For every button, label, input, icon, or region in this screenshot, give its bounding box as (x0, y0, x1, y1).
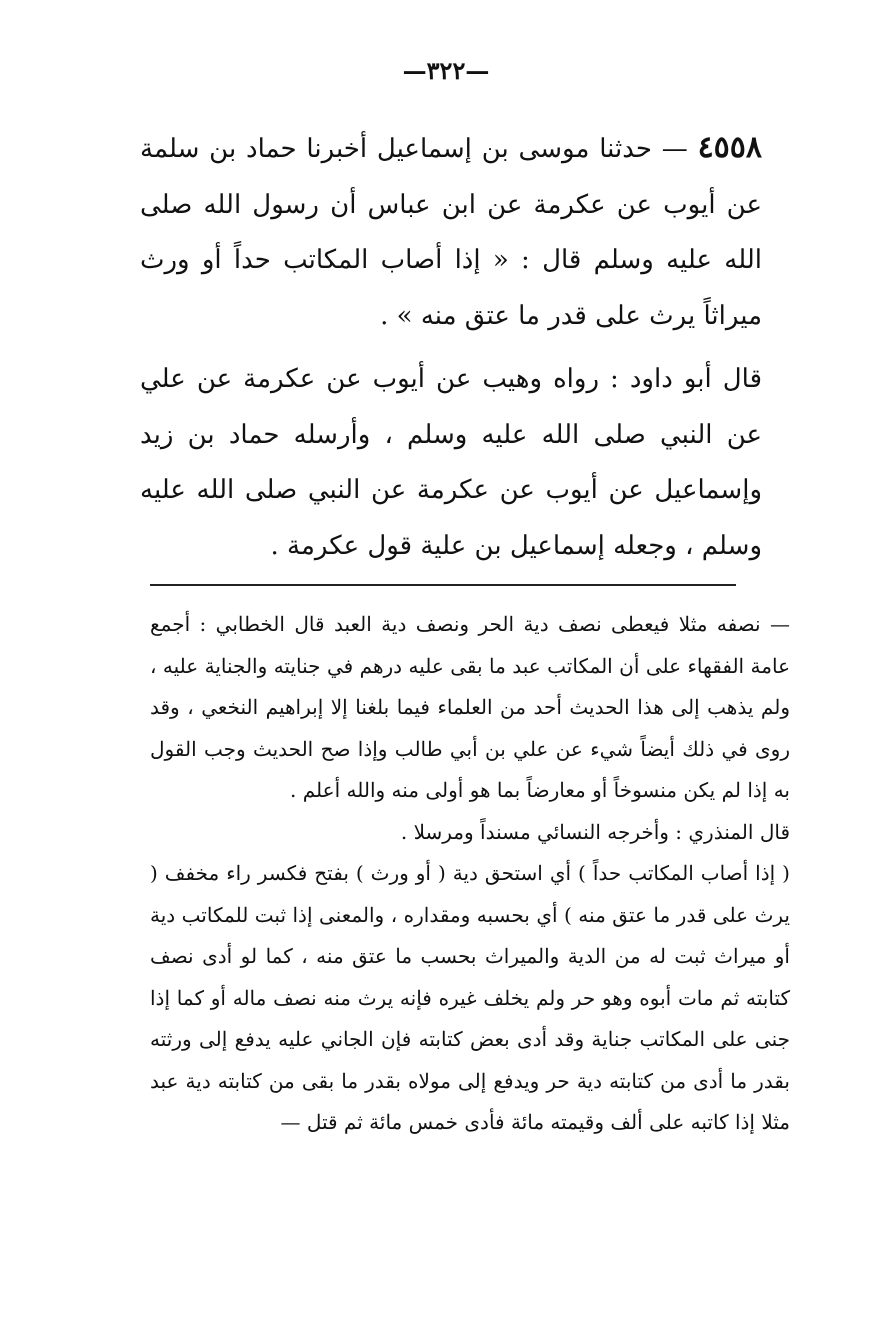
hadith-text (140, 120, 762, 574)
hadith-isnad-paragraph (140, 120, 762, 344)
hadith-number: ٤٥٥٨ (697, 130, 763, 165)
abu-dawud-comment-paragraph: قال أبو داود : رواه وهيب عن أيوب عن عكرمة عن علي عن النبي صلى الله عليه وسلم ، وأرسله حماد بن زيد وإسماعيل عن أيوب عن عكرمة عن النبي صلى الله عليه وسلم ، وجعله إسماعيل بن علية قول عكرمة . (140, 364, 762, 561)
footnotes-commentary (150, 604, 790, 1144)
footnote-paragraph: قال المنذري : وأخرجه النسائي مسنداً ومرسلا . (400, 819, 790, 844)
footnote-paragraph: — نصفه مثلا فيعطى نصف دية الحر ونصف دية العبد قال الخطابي : أجمع عامة الفقهاء على أن المكاتب عبد ما بقى عليه درهم في جنايته والجناية عليه ، ولم يذهب إلى هذا الحديث أحد من العلماء فيما بلغنا إلا إبراهيم النخعي ، وقد روى في ذلك أيضاً شيء عن علي بن أبي طالب وإذا صح الحديث وجب القول به إذا لم يكن منسوخاً أو معارضاً بما هو أولى منه والله أعلم . (150, 612, 790, 802)
hadith-body: — حدثنا موسى بن إسماعيل أخبرنا حماد بن سلمة عن أيوب عن عكرمة عن ابن عباس أن رسول الله صلى الله عليه وسلم قال : « إذا أصاب المكاتب حداً أو ورث ميراثاً يرث على قدر ما عتق منه » . (140, 134, 762, 331)
page-number: —٣٢٢— (402, 56, 490, 85)
footnote-paragraph: ( إذا أصاب المكاتب حداً ) أي استحق دية ( أو ورث ) بفتح فكسر راء مخفف ( يرث على قدر ما عتق منه ) أي بحسبه ومقداره ، والمعنى إذا ثبت للمكاتب دية أو ميراث ثبت له من الدية والميراث بحسب ما عتق منه ، كما لو أدى نصف كتابته ثم مات أبوه وهو حر ولم يخلف غيره فإنه يرث منه نصف ماله أو كما إذا جنى على المكاتب جناية وقد أدى بعض كتابته فإن الجاني عليه يدفع إلى ورثته بقدر ما أدى من كتابته دية حر ويدفع إلى مولاه بقدر ما بقى من كتابته دية عبد مثلا إذا كاتبه على ألف وقيمته مائة فأدى خمس مائة ثم قتل — (150, 861, 790, 1134)
footnote-divider (150, 584, 736, 586)
